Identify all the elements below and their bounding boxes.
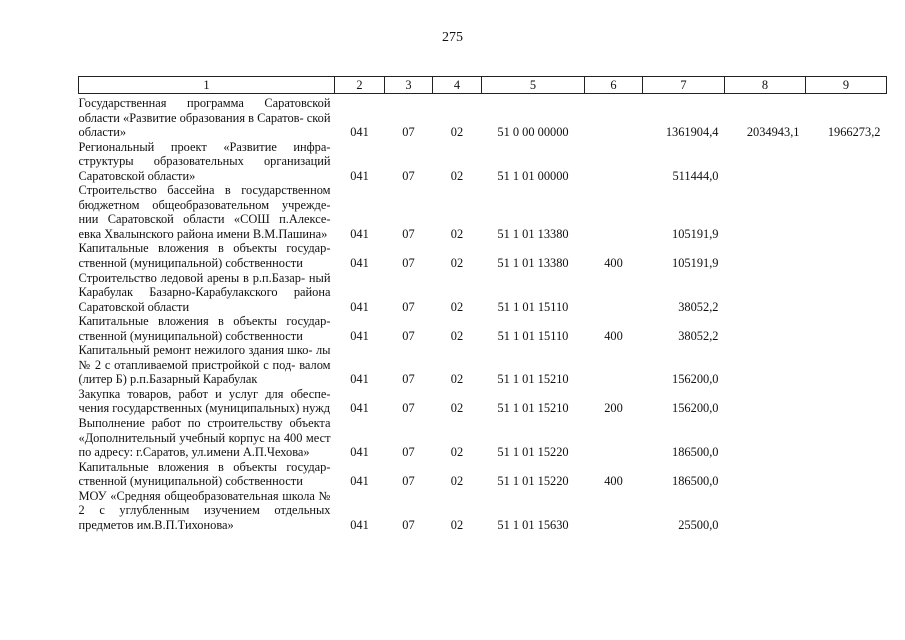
- table-row: [79, 387, 887, 416]
- row-description: [79, 271, 335, 315]
- cell-col-4: 02: [450, 226, 464, 241]
- cell-col-5: 51 1 01 13380: [497, 226, 569, 241]
- cell-col-2: 041: [350, 372, 369, 387]
- cell-col-6: [585, 489, 643, 533]
- cell-col-3: 07: [402, 401, 415, 416]
- cell-col-8: [725, 140, 806, 184]
- cell-col-7: 105191,9: [672, 256, 719, 271]
- cell-col-6: 400: [604, 328, 623, 343]
- cell-col-3: 07: [402, 474, 415, 489]
- cell-col-6: [585, 416, 643, 460]
- cell-col-3: 07: [402, 168, 415, 183]
- row-description: [79, 314, 335, 343]
- cell-col-2: 041: [350, 401, 369, 416]
- cell-col-3: 07: [402, 256, 415, 271]
- column-header: 5: [482, 77, 585, 94]
- description-line: ской области»: [78, 110, 331, 140]
- description-line: ственной (муниципальной) собственности: [78, 256, 303, 271]
- cell-col-5: 51 1 01 15220: [497, 474, 569, 489]
- cell-col-4: 02: [450, 445, 464, 460]
- cell-col-4: 02: [450, 328, 464, 343]
- description-line: лы № 2 с отапливаемой пристройкой с под-: [78, 343, 331, 372]
- cell-col-2: 041: [350, 299, 369, 314]
- description-line: Капитальные вложения в объекты государ-: [78, 459, 331, 474]
- cell-col-9: [806, 489, 887, 533]
- row-description: [79, 489, 335, 533]
- cell-col-9: [806, 416, 887, 460]
- description-line: 400 мест по адресу: г.Саратов, ул.имени: [78, 430, 331, 460]
- cell-col-7: 511444,0: [672, 168, 719, 183]
- table-row: [79, 416, 887, 460]
- cell-col-9: [806, 271, 887, 315]
- cell-col-7: 156200,0: [672, 372, 719, 387]
- description-line: Строительство ледовой арены в р.п.Базар-: [78, 270, 306, 285]
- cell-col-2: 041: [350, 125, 369, 140]
- column-header: 1: [79, 77, 335, 94]
- description-line: Государственная программа Саратовской: [78, 96, 331, 110]
- description-line: Капитальный ремонт нежилого здания шко-: [78, 343, 313, 358]
- cell-col-8: [725, 416, 806, 460]
- cell-col-4: 02: [450, 401, 464, 416]
- description-line: ственной (муниципальной) собственности: [78, 328, 303, 343]
- description-line: валом (литер Б) р.п.Базарный Карабулак: [78, 357, 331, 387]
- cell-col-3: 07: [402, 125, 415, 140]
- cell-col-2: 041: [350, 474, 369, 489]
- description-line: бюджетном общеобразовательном учрежде-: [78, 197, 331, 212]
- description-line: евка Хвалынского района имени: [78, 226, 250, 241]
- description-line: нии Саратовской области «СОШ п.Алексе-: [78, 212, 331, 227]
- column-header: 6: [585, 77, 643, 94]
- cell-col-4: 02: [450, 372, 464, 387]
- cell-col-7: 1361904,4: [665, 125, 719, 140]
- cell-col-6: [585, 183, 643, 241]
- cell-col-4: 02: [450, 168, 464, 183]
- cell-col-7: 38052,2: [678, 328, 719, 343]
- table-row: [79, 183, 887, 241]
- column-header: 8: [725, 77, 806, 94]
- description-line: чения государственных (муниципальных): [78, 401, 300, 416]
- cell-col-5: 51 1 01 13380: [497, 256, 569, 271]
- column-header: 3: [385, 77, 433, 94]
- description-line: Выполнение работ по строительству объекта: [78, 416, 331, 431]
- row-description: [79, 343, 335, 387]
- cell-col-6: [585, 94, 643, 140]
- description-line: В.М.Пашина»: [252, 226, 328, 241]
- cell-col-7: 38052,2: [678, 299, 719, 314]
- table-row: [79, 460, 887, 489]
- row-description: [79, 460, 335, 489]
- cell-col-5: 51 1 01 15110: [497, 299, 569, 314]
- row-description: [79, 140, 335, 184]
- cell-col-7: 25500,0: [678, 517, 719, 532]
- cell-col-6: [585, 140, 643, 184]
- cell-col-4: 02: [450, 299, 464, 314]
- cell-col-4: 02: [450, 256, 464, 271]
- cell-col-9: 1966273,2: [827, 125, 881, 140]
- description-line: структуры образовательных организаций: [78, 154, 331, 169]
- table-header-row: [79, 77, 887, 94]
- table-row: [79, 140, 887, 184]
- cell-col-5: 51 1 01 15210: [497, 372, 569, 387]
- cell-col-5: 51 1 01 15220: [497, 445, 569, 460]
- cell-col-3: 07: [402, 299, 415, 314]
- cell-col-2: 041: [350, 328, 369, 343]
- description-line: предметов им.В.П.Тихонова»: [78, 517, 234, 532]
- column-header: 2: [335, 77, 385, 94]
- description-line: МОУ «Средняя общеобразовательная школа: [78, 488, 315, 503]
- cell-col-5: 51 1 01 00000: [497, 168, 569, 183]
- cell-col-8: [725, 241, 806, 270]
- description-line: Саратовской области»: [78, 168, 196, 183]
- cell-col-9: [806, 314, 887, 343]
- table-row: [79, 271, 887, 315]
- cell-col-7: 105191,9: [672, 226, 719, 241]
- cell-col-9: [806, 343, 887, 387]
- description-line: Закупка товаров, работ и услуг для обеспе-: [78, 386, 331, 401]
- description-line: А.П.Чехова»: [242, 445, 310, 460]
- description-line: района Саратовской области: [78, 285, 331, 314]
- cell-col-2: 041: [350, 168, 369, 183]
- table-row: [79, 94, 887, 140]
- table-row: [79, 489, 887, 533]
- cell-col-3: 07: [402, 328, 415, 343]
- page-number: 275: [442, 30, 463, 45]
- cell-col-2: 041: [350, 226, 369, 241]
- cell-col-8: 2034943,1: [746, 125, 800, 140]
- row-description: [79, 416, 335, 460]
- cell-col-9: [806, 183, 887, 241]
- cell-col-6: [585, 343, 643, 387]
- cell-col-2: 041: [350, 445, 369, 460]
- cell-col-7: 186500,0: [672, 445, 719, 460]
- description-line: Капитальные вложения в объекты государ-: [78, 241, 331, 256]
- row-description: [79, 387, 335, 416]
- table-row: [79, 343, 887, 387]
- cell-col-8: [725, 271, 806, 315]
- description-line: «Дополнительный учебный корпус на: [78, 430, 281, 445]
- cell-col-8: [725, 489, 806, 533]
- cell-col-3: 07: [402, 445, 415, 460]
- cell-col-5: 51 1 01 15110: [497, 328, 569, 343]
- budget-table: [78, 76, 887, 532]
- cell-col-6: 400: [604, 256, 623, 271]
- description-line: Региональный проект «Развитие инфра-: [78, 139, 331, 154]
- cell-col-3: 07: [402, 517, 415, 532]
- description-line: ный Карабулак Базарно-Карабулакского: [78, 270, 331, 300]
- table-row: [79, 314, 887, 343]
- description-line: Капитальные вложения в объекты государ-: [78, 314, 331, 329]
- cell-col-5: 51 1 01 15630: [497, 517, 569, 532]
- cell-col-5: 51 0 00 00000: [497, 125, 569, 140]
- description-line: ственной (муниципальной) собственности: [78, 474, 303, 489]
- description-line: нужд: [302, 401, 331, 416]
- cell-col-3: 07: [402, 372, 415, 387]
- row-description: [79, 94, 335, 140]
- cell-col-8: [725, 343, 806, 387]
- cell-col-4: 02: [450, 125, 464, 140]
- cell-col-9: [806, 140, 887, 184]
- column-header: 4: [433, 77, 482, 94]
- description-line: области «Развитие образования в Саратов-: [78, 110, 304, 125]
- column-header: 9: [806, 77, 887, 94]
- cell-col-4: 02: [450, 474, 464, 489]
- cell-col-6: [585, 271, 643, 315]
- row-description: [79, 241, 335, 270]
- table-body: [79, 94, 887, 533]
- cell-col-6: 200: [604, 401, 623, 416]
- description-line: Строительство бассейна в государственном: [78, 183, 331, 198]
- cell-col-2: 041: [350, 256, 369, 271]
- cell-col-7: 156200,0: [672, 401, 719, 416]
- cell-col-9: [806, 460, 887, 489]
- column-header: 7: [643, 77, 725, 94]
- cell-col-9: [806, 241, 887, 270]
- row-description: [79, 183, 335, 241]
- description-line: № 2 с углубленным изучением отдельных: [78, 488, 331, 518]
- cell-col-5: 51 1 01 15210: [497, 401, 569, 416]
- cell-col-6: 400: [604, 474, 623, 489]
- cell-col-4: 02: [450, 517, 464, 532]
- cell-col-2: 041: [350, 517, 369, 532]
- cell-col-8: [725, 183, 806, 241]
- table-row: [79, 241, 887, 270]
- cell-col-8: [725, 314, 806, 343]
- cell-col-8: [725, 460, 806, 489]
- cell-col-3: 07: [402, 226, 415, 241]
- cell-col-8: [725, 387, 806, 416]
- cell-col-7: 186500,0: [672, 474, 719, 489]
- cell-col-9: [806, 387, 887, 416]
